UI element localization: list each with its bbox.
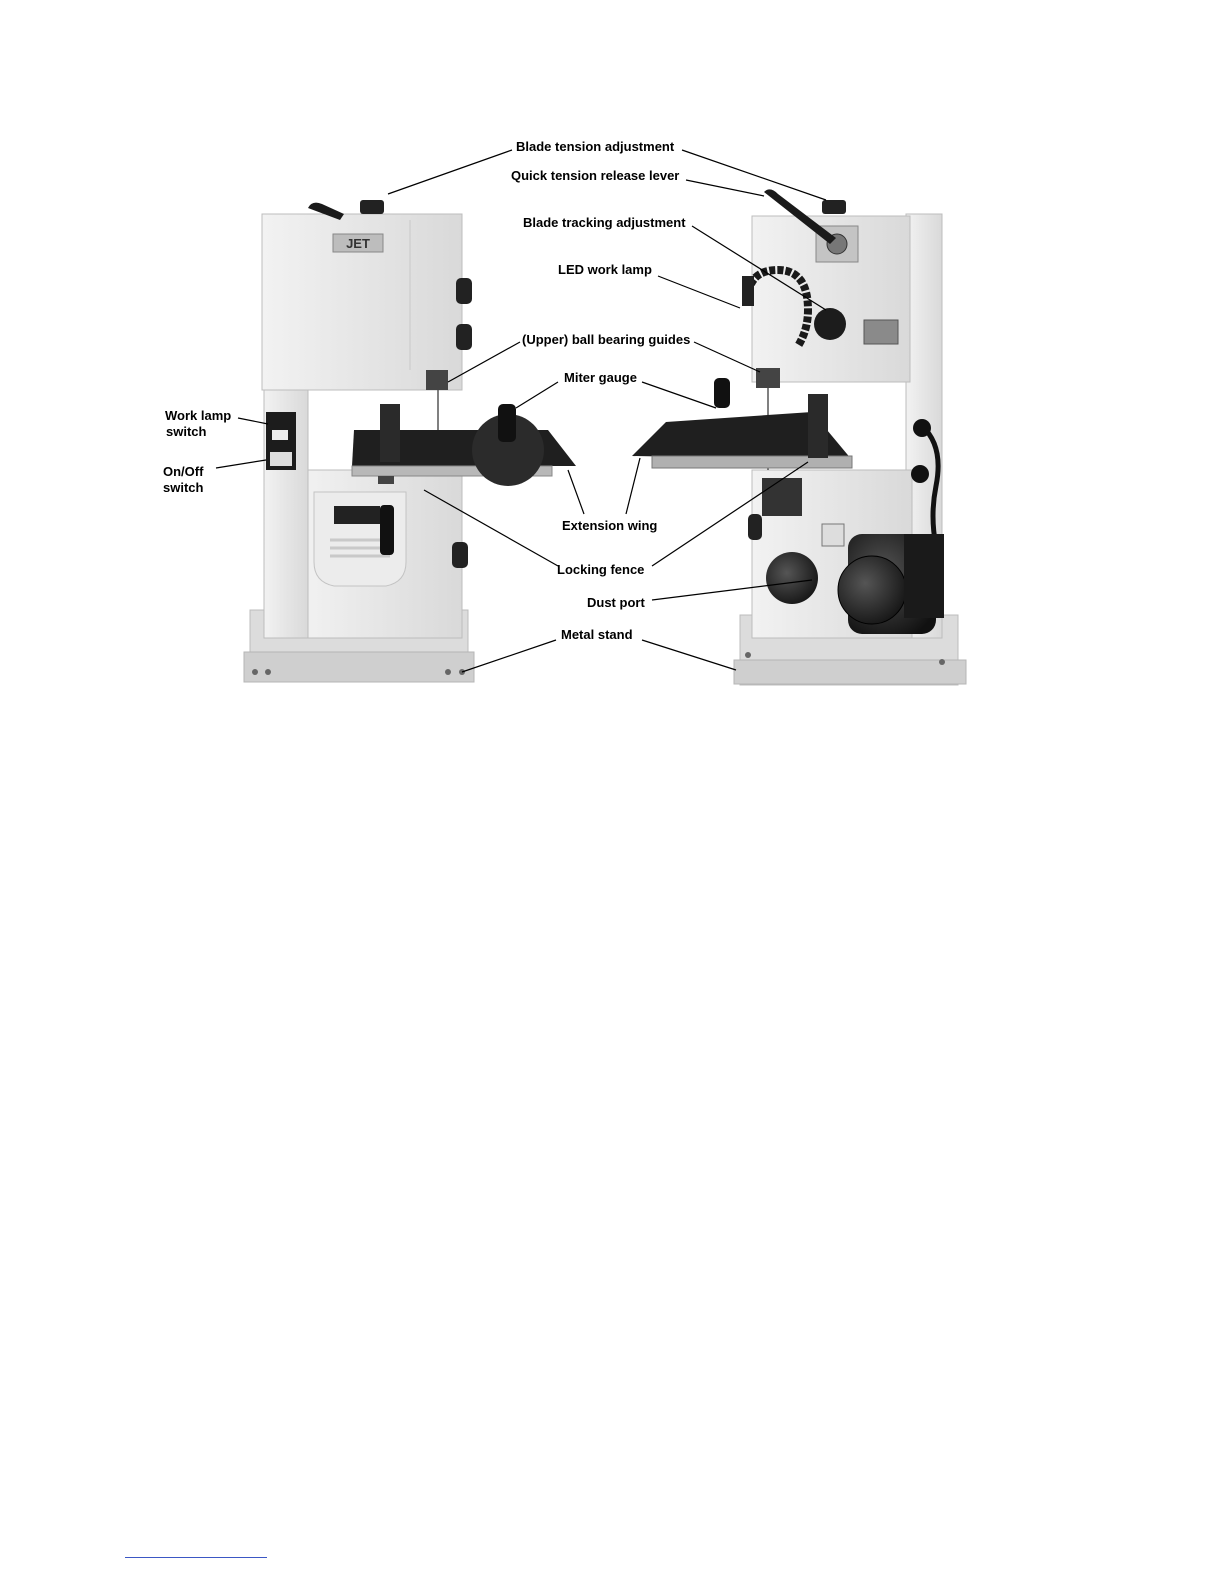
left-band-saw <box>244 200 576 682</box>
left-side-knob-lower <box>452 542 468 568</box>
left-locking-fence <box>380 404 400 462</box>
left-side-knob-upper <box>456 278 472 304</box>
callout-blade-tracking-adjustment: Blade tracking adjustment <box>523 215 686 230</box>
callout-locking-fence: Locking fence <box>557 562 645 577</box>
left-fence-lock-handle <box>380 505 394 555</box>
callout-miter-gauge: Miter gauge <box>564 370 637 385</box>
callout-work-lamp-switch-line2: switch <box>166 424 207 439</box>
left-bearing-guides <box>426 370 448 390</box>
right-tension-knob <box>822 200 846 214</box>
callout-work-lamp-switch-line1: Work lamp <box>165 408 232 423</box>
left-side-knob-middle <box>456 324 472 350</box>
callout-dust-port: Dust port <box>587 595 645 610</box>
callout-extension-wing: Extension wing <box>562 518 658 533</box>
callout-upper-ball-bearing-guides: (Upper) ball bearing guides <box>522 332 691 347</box>
warning-label <box>334 506 380 524</box>
callout-on-off-switch-line1: On/Off <box>163 464 204 479</box>
callout-led-work-lamp: LED work lamp <box>558 262 652 277</box>
tracking-knob <box>814 308 846 340</box>
right-band-saw <box>632 189 966 685</box>
right-fence <box>808 394 828 458</box>
dust-port <box>766 552 818 604</box>
callout-metal-stand: Metal stand <box>561 627 633 642</box>
right-miter-gauge <box>714 378 730 408</box>
band-saw-figure <box>0 0 1224 700</box>
footnote-separator-line <box>125 1557 267 1558</box>
callout-blade-tension-adjustment: Blade tension adjustment <box>516 139 675 154</box>
jet-logo: JET <box>346 236 370 251</box>
right-bearing-guides <box>756 368 780 388</box>
callout-on-off-switch-line2: switch <box>163 480 204 495</box>
callout-quick-tension-release-lever: Quick tension release lever <box>511 168 680 183</box>
nameplate <box>864 320 898 344</box>
